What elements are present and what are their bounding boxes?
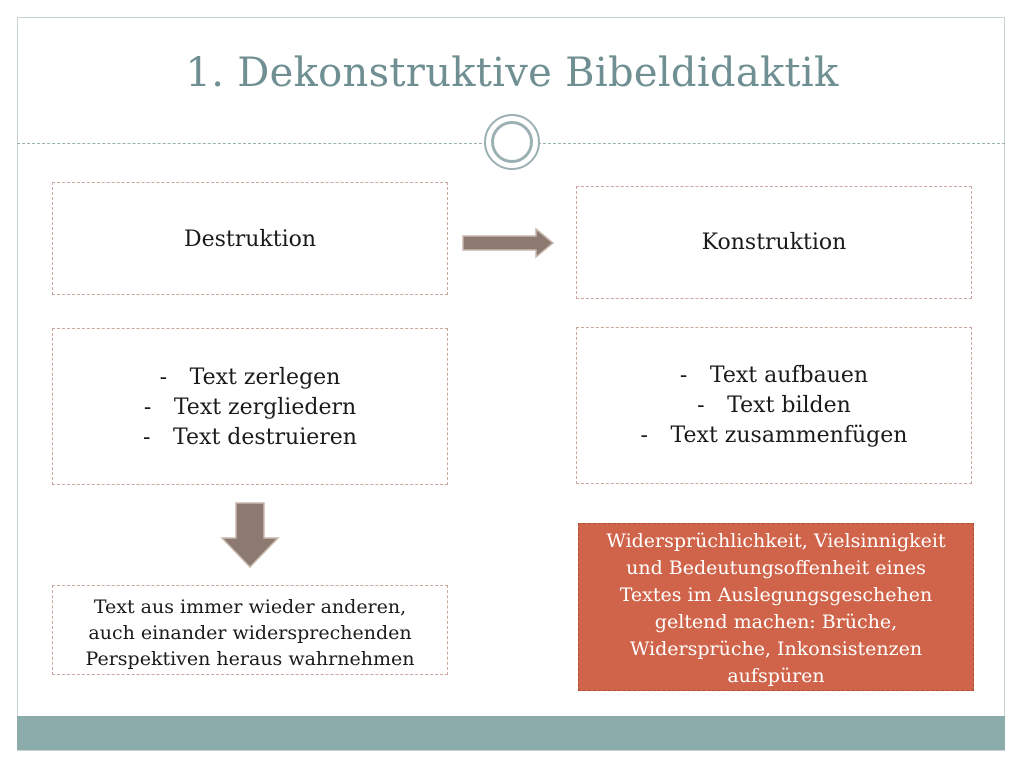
- konstruktion-label: Konstruktion: [701, 230, 847, 255]
- highlight-line: geltend machen: Brüche,: [654, 611, 898, 633]
- note-line: auch einander widersprechenden: [88, 622, 412, 644]
- down-arrow-icon: [220, 502, 280, 568]
- konstruktion-list-box: [576, 327, 972, 484]
- list-item: - Text zergliedern: [143, 395, 357, 420]
- slide-title: 1. Dekonstruktive Bibeldidaktik: [185, 50, 839, 96]
- destruktion-box: [52, 182, 448, 295]
- highlight-box: [578, 523, 974, 691]
- list-item: - Text bilden: [697, 393, 851, 418]
- footer-bar: [17, 716, 1005, 750]
- highlight-line: Widersprüchlichkeit, Vielsinnigkeit: [606, 530, 946, 552]
- list-item: - Text destruieren: [143, 425, 357, 450]
- highlight-line: und Bedeutungsoffenheit eines: [626, 557, 926, 579]
- divider-ring-icon: [484, 114, 540, 170]
- destruktion-list-box: [52, 328, 448, 485]
- title-divider-right: [538, 143, 1005, 144]
- note-line: Perspektiven heraus wahrnehmen: [85, 648, 415, 670]
- destruktion-label: Destruktion: [183, 227, 317, 252]
- highlight-line: aufspüren: [727, 665, 825, 687]
- title-divider-left: [17, 143, 487, 144]
- destruktion-list: [53, 363, 447, 453]
- konstruktion-list: [577, 361, 971, 451]
- perspective-note-box: [52, 585, 448, 675]
- list-item: - Text zerlegen: [159, 365, 341, 390]
- right-arrow-icon: [462, 228, 554, 258]
- konstruktion-box: [576, 186, 972, 299]
- list-item: - Text aufbauen: [679, 363, 869, 388]
- list-item: - Text zusammenfügen: [640, 423, 908, 448]
- note-line: Text aus immer wieder anderen,: [93, 596, 407, 618]
- highlight-line: Widersprüche, Inkonsistenzen: [629, 638, 923, 660]
- highlight-line: Textes im Auslegungsgeschehen: [619, 584, 933, 606]
